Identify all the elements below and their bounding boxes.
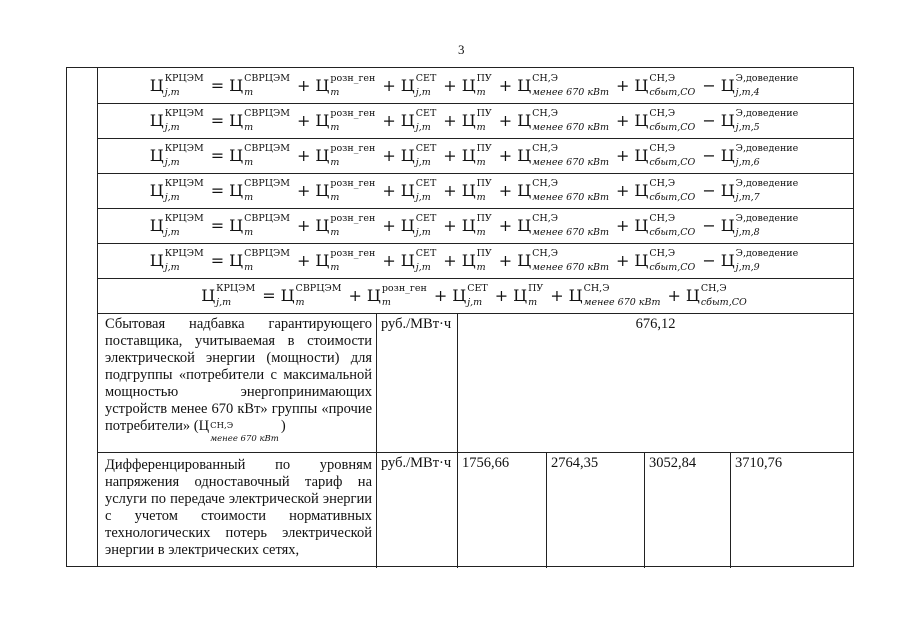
description-cell: Дифференцированный по уровням напряжения одноставочный тариф на услуги по передаче электрической энергии с учетом стоимости нормативных технологических потерь электрической энергии в электрических сетях, xyxy=(97,452,377,568)
formula-row xyxy=(97,243,853,279)
price-symbol: Ц ПУ m xyxy=(461,108,492,133)
price-symbol: Ц СН,Э менее 670 кВт xyxy=(517,108,609,133)
markup-symbol: СН,Э менее 670 кВт xyxy=(210,421,279,444)
formula-operator: − xyxy=(702,146,716,165)
formula-row-final: Ц КРЦЭМ j,m = Ц СВРЦЭМ m + Ц розн_ген m + Ц СЕТ j,m + Ц ПУ m + Ц СН,Э менее 670 кВт + Ц СН,Э сбыт,СО xyxy=(97,278,853,314)
formula-operator: − xyxy=(702,76,716,95)
formula-operator: + xyxy=(498,76,513,95)
formula-operator: + xyxy=(382,146,396,165)
formula-operator: + xyxy=(443,181,457,200)
formula-operator: = xyxy=(210,216,225,235)
price-symbol: Ц ПУ m xyxy=(461,178,492,203)
formula-operator: + xyxy=(443,111,457,130)
formula-row xyxy=(97,173,853,209)
price-symbol: Ц СН,Э менее 670 кВт xyxy=(517,178,609,203)
formula-operator: − xyxy=(702,251,716,270)
price-symbol: Ц розн_ген m xyxy=(315,108,376,133)
formula-operator: − xyxy=(702,111,716,130)
formula-operator: + xyxy=(616,146,630,165)
formula-operator: + xyxy=(616,216,630,235)
formula-row xyxy=(97,103,853,139)
formula-operator: + xyxy=(297,146,311,165)
table-row-differentiated-tariff xyxy=(97,452,853,568)
formula-operator: + xyxy=(382,76,396,95)
formula-operator: + xyxy=(382,181,396,200)
formula-operator: + xyxy=(443,216,457,235)
price-symbol: Ц Э,доведение j,m,6 xyxy=(720,143,799,168)
formula-operator: + xyxy=(443,251,457,270)
tariff-table xyxy=(66,67,854,567)
row-description: Сбытовая надбавка гарантирующего поставщика, учитываемая в стоимости электрической энергии (мощности) для подгруппы «потребители с максимальной мощностью энергопринимающих устройств менее 670 кВт» группы «прочие потребители» (Ц xyxy=(105,316,372,434)
formula-row xyxy=(97,208,853,244)
value-cell-nn: 3710,76 xyxy=(735,455,783,471)
price-symbol: Ц СЕТ j,m xyxy=(400,248,437,273)
formula-operator: + xyxy=(498,146,513,165)
price-symbol: Ц СВРЦЭМ m xyxy=(229,73,291,98)
formula-operator: + xyxy=(382,216,396,235)
price-symbol: Ц СН,Э сбыт,СО xyxy=(634,213,696,238)
price-symbol: Ц КРЦЭМ j,m xyxy=(149,108,204,133)
price-symbol: Ц СН,Э менее 670 кВт xyxy=(517,248,609,273)
price-symbol: Ц СВРЦЭМ m xyxy=(229,143,291,168)
formula-operator: = xyxy=(210,251,225,270)
price-symbol: Ц розн_ген m xyxy=(315,143,376,168)
price-symbol: Ц СН,Э менее 670 кВт xyxy=(517,143,609,168)
price-symbol: Ц СЕТ j,m xyxy=(400,213,437,238)
formula-operator: + xyxy=(297,251,311,270)
price-symbol: Ц СВРЦЭМ m xyxy=(229,178,291,203)
formula-operator: + xyxy=(498,111,513,130)
value-cell: 676,12 xyxy=(635,316,676,332)
price-symbol: Ц розн_ген m xyxy=(315,248,376,273)
value-cell-sn1: 2764,35 xyxy=(547,452,645,568)
formula-operator: + xyxy=(498,216,513,235)
price-symbol: Ц Э,доведение j,m,7 xyxy=(720,178,799,203)
price-symbol: Ц ПУ m xyxy=(461,213,492,238)
formula-operator: + xyxy=(297,76,311,95)
price-symbol: Ц СН,Э сбыт,СО xyxy=(634,178,696,203)
formula-operator: = xyxy=(210,181,225,200)
formula-operator: + xyxy=(443,146,457,165)
description-cell: Сбытовая надбавка гарантирующего поставщика, учитываемая в стоимости электрической энергии (мощности) для подгруппы «потребители с максимальной мощностью энергопринимающих устройств менее 670 кВт» группы «прочие потребители» (Ц СН,Э менее 670 кВт ) xyxy=(97,313,377,452)
price-symbol: Ц СН,Э сбыт,СО xyxy=(634,248,696,273)
formula-row xyxy=(97,138,853,174)
price-symbol: Ц ПУ m xyxy=(461,248,492,273)
price-symbol: Ц КРЦЭМ j,m xyxy=(149,248,204,273)
formula-operator: + xyxy=(297,216,311,235)
price-symbol: Ц КРЦЭМ j,m xyxy=(149,143,204,168)
price-symbol: Ц Э,доведение j,m,9 xyxy=(720,248,799,273)
table-row-sales-markup xyxy=(97,313,853,453)
table-body xyxy=(97,68,853,566)
price-symbol: Ц КРЦЭМ j,m xyxy=(149,213,204,238)
price-symbol: Ц СЕТ j,m xyxy=(400,73,437,98)
formula-operator: + xyxy=(616,76,630,95)
left-margin-column xyxy=(67,68,98,566)
formula-operator: + xyxy=(498,181,513,200)
formula-operator: + xyxy=(297,181,311,200)
unit-cell: руб./МВт·ч xyxy=(377,452,458,568)
formula-operator: + xyxy=(382,111,396,130)
price-symbol: Ц СН,Э менее 670 кВт xyxy=(517,73,609,98)
value-cell-sn2: 3052,84 xyxy=(645,452,731,568)
price-symbol: Ц СВРЦЭМ m xyxy=(229,213,291,238)
formula-operator: + xyxy=(297,111,311,130)
formula-operator: + xyxy=(616,111,630,130)
price-symbol: Ц Э,доведение j,m,4 xyxy=(720,73,799,98)
formula-row xyxy=(97,68,853,104)
price-symbol: Ц розн_ген m xyxy=(315,73,376,98)
formula-operator: + xyxy=(382,251,396,270)
unit-cell: руб./МВт·ч xyxy=(377,313,458,452)
price-symbol: Ц СЕТ j,m xyxy=(400,143,437,168)
formula-operator: + xyxy=(616,181,630,200)
price-symbol: Ц ПУ m xyxy=(461,73,492,98)
formula-operator: = xyxy=(210,146,225,165)
price-symbol: Ц СВРЦЭМ m xyxy=(229,248,291,273)
formula-operator: + xyxy=(498,251,513,270)
formula-operator: = xyxy=(210,76,225,95)
formula-operator: − xyxy=(702,181,716,200)
price-symbol: Ц Э,доведение j,m,5 xyxy=(720,108,799,133)
price-symbol: Ц СН,Э менее 670 кВт xyxy=(517,213,609,238)
price-symbol: Ц розн_ген m xyxy=(315,213,376,238)
page-number: 3 xyxy=(458,42,465,57)
price-symbol: Ц СВРЦЭМ m xyxy=(229,108,291,133)
value-cell-vn: 1756,66 xyxy=(458,452,547,568)
formula-operator: + xyxy=(443,76,457,95)
formula-operator: − xyxy=(702,216,716,235)
price-symbol: Ц Э,доведение j,m,8 xyxy=(720,213,799,238)
price-symbol: Ц СЕТ j,m xyxy=(400,178,437,203)
formula-operator: + xyxy=(616,251,630,270)
price-symbol: Ц СН,Э сбыт,СО xyxy=(634,108,696,133)
price-symbol: Ц СЕТ j,m xyxy=(400,108,437,133)
price-symbol: Ц КРЦЭМ j,m xyxy=(149,178,204,203)
price-symbol: Ц розн_ген m xyxy=(315,178,376,203)
price-symbol: Ц КРЦЭМ j,m xyxy=(149,73,204,98)
price-symbol: Ц СН,Э сбыт,СО xyxy=(634,73,696,98)
formula-operator: = xyxy=(210,111,225,130)
price-symbol: Ц ПУ m xyxy=(461,143,492,168)
price-symbol: Ц СН,Э сбыт,СО xyxy=(634,143,696,168)
